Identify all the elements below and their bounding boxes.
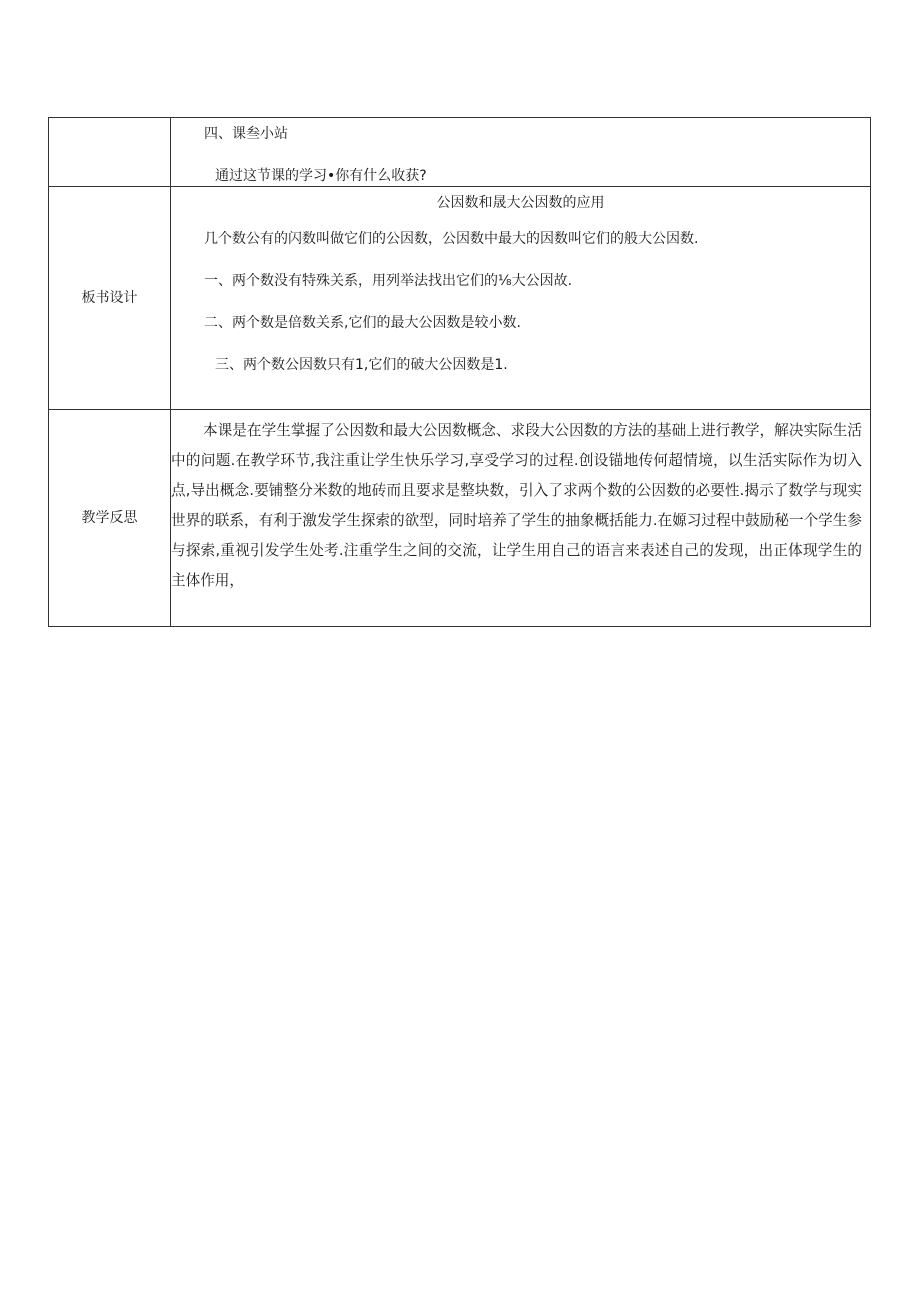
lesson-plan-table <box>48 117 871 627</box>
teaching-reflection-cell <box>171 410 871 627</box>
table-row-teaching-reflection <box>49 410 871 627</box>
section-heading: 四、课叁小站 <box>204 126 288 142</box>
class-summary-cell <box>171 118 871 187</box>
board-design-cell <box>171 187 871 410</box>
row-label-empty <box>49 118 171 187</box>
summary-question: 通过这节课的学习•你有什么收获? <box>215 168 427 184</box>
table-row-board-design <box>49 187 871 410</box>
teaching-reflection-paragraph: 本课是在学生掌握了公因数和最大公因数概念、求段大公因数的方法的基础上进行教学，解决实际生活中的问题.在教学环节,我注重让学生快乐学习,享受学习的过程.创设锚地传何超情境，以生活实际作为切入点,导出概念.要铺整分米数的地砖而且要求是整块数，引入了求两个数的公因数的必要性.揭示了数学与现实世界的联系，有利于激发学生探索的欲型，同时培养了学生的抽象概括能力.在嫄习过程中鼓励秘一个学生参与探索,重视引发学生处考.注重学生之间的交流，让学生用自己的语言来表述自己的发现，出正体现学生的主体作用， <box>171 422 862 589</box>
table-row-class-summary <box>49 118 871 187</box>
board-design-line: 几个数公有的闪数叫做它们的公因数，公因数中最大的因数叫它们的般大公因数. <box>204 231 699 247</box>
board-design-line: 二、两个数是倍数关系,它们的最大公因数是较小数. <box>204 315 521 331</box>
board-design-line: 三、两个数公因数只有1,它们的破大公因数是1. <box>215 357 508 373</box>
board-design-title: 公因数和晟大公因数的应用 <box>436 195 605 211</box>
board-design-line: 一、两个数没有特殊关系，用列举法找出它们的⅛大公因故. <box>204 273 573 289</box>
row-label-board-design: 板书设计 <box>49 187 171 410</box>
row-label-teaching-reflection: 教学反思 <box>49 410 171 627</box>
